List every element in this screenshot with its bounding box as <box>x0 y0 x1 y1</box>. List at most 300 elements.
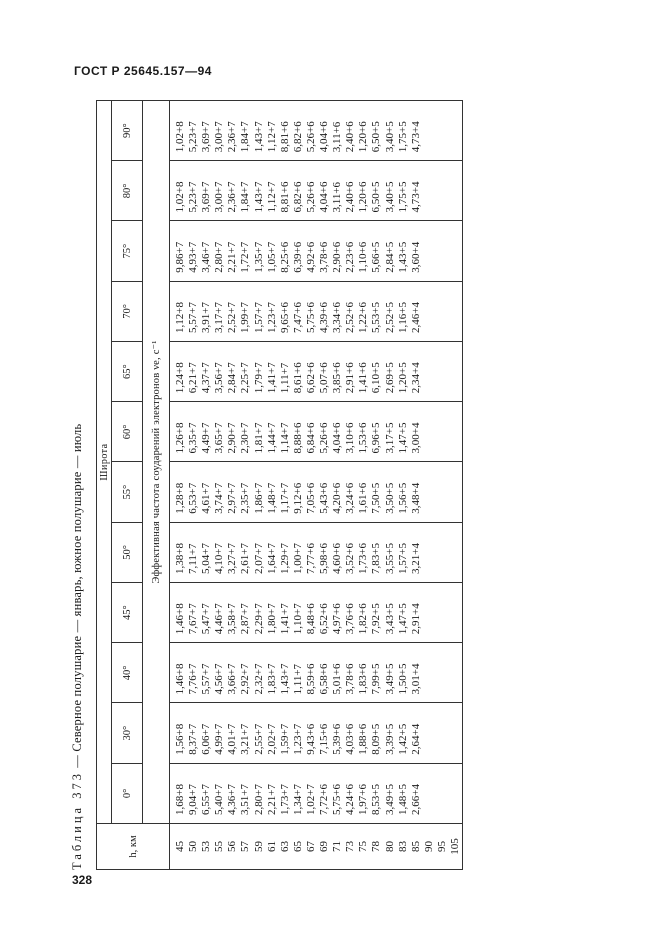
collision-frequency-value: 1,41+6 <box>357 362 370 394</box>
collision-frequency-value: 1,57+5 <box>396 543 409 574</box>
height-value: 50 <box>187 841 200 852</box>
collision-frequency-value: 9,12+6 <box>291 482 304 514</box>
collision-frequency-value: 3,60+4 <box>409 241 422 273</box>
height-value: 75 <box>357 841 370 852</box>
collision-frequency-value: 3,69+7 <box>200 121 213 153</box>
collision-frequency-value: 3,78+6 <box>344 663 357 695</box>
collision-frequency-value: 3,46+7 <box>200 241 213 273</box>
collision-frequency-value: 1,64+7 <box>265 543 278 574</box>
collision-frequency-value: 8,61+6 <box>291 362 304 394</box>
collision-frequency-value: 7,83+5 <box>370 543 383 574</box>
collision-frequency-value <box>436 270 449 273</box>
height-value: 78 <box>370 841 383 852</box>
collision-frequency-value: 2,02+7 <box>265 723 278 755</box>
collision-frequency-value <box>436 571 449 574</box>
collision-frequency-value: 5,66+5 <box>370 241 383 273</box>
latitude-header: 30° <box>112 703 143 763</box>
collision-frequency-value: 2,29+7 <box>252 603 265 635</box>
collision-frequency-value: 1,44+7 <box>265 422 278 454</box>
collision-frequency-value: 2,87+7 <box>239 603 252 635</box>
collision-frequency-value: 1,10+6 <box>357 241 370 273</box>
collision-frequency-value: 3,74+7 <box>213 482 226 514</box>
collision-frequency-value: 4,01+7 <box>226 723 239 755</box>
collision-frequency-value: 2,80+7 <box>252 784 265 815</box>
collision-frequency-value: 4,04+6 <box>318 121 331 153</box>
collision-frequency-value: 1,56+5 <box>396 482 409 514</box>
collision-frequency-value: 3,52+6 <box>344 543 357 574</box>
collision-frequency-value: 7,72+6 <box>318 784 331 815</box>
latitude-header: 55° <box>112 462 143 522</box>
collision-frequency-value: 6,82+6 <box>291 181 304 213</box>
collision-frequency-value: 3,56+7 <box>213 362 226 394</box>
collision-frequency-value: 2,91+4 <box>409 603 422 635</box>
collision-frequency-value: 5,01+6 <box>331 663 344 695</box>
collision-frequency-value: 5,07+6 <box>318 362 331 394</box>
height-value: 90 <box>422 841 435 852</box>
latitude-values-cell <box>170 221 463 281</box>
collision-frequency-value: 3,69+7 <box>200 181 213 213</box>
collision-frequency-value: 1,72+7 <box>239 241 252 273</box>
collision-frequency-value: 2,97+7 <box>226 482 239 514</box>
collision-frequency-value: 1,59+7 <box>278 723 291 755</box>
collision-frequency-value: 1,00+7 <box>291 543 304 574</box>
collision-frequency-value: 4,93+7 <box>187 241 200 273</box>
page-number: 328 <box>72 873 93 887</box>
collision-frequency-value: 4,73+4 <box>409 181 422 213</box>
collision-frequency-value: 1,56+8 <box>174 723 186 755</box>
collision-frequency-value: 1,43+7 <box>252 121 265 153</box>
collision-frequency-value: 6,21+7 <box>187 362 200 394</box>
collision-frequency-value: 1,88+6 <box>357 723 370 755</box>
collision-frequency-value: 3,00+7 <box>213 181 226 213</box>
table-caption-label: Таблица 373 <box>70 771 84 870</box>
collision-frequency-value: 2,84+7 <box>226 362 239 394</box>
collision-frequency-value: 1,20+5 <box>396 362 409 394</box>
collision-frequency-value: 2,21+7 <box>226 241 239 273</box>
collision-frequency-value: 2,52+7 <box>226 302 239 333</box>
collision-frequency-value: 9,86+7 <box>174 241 186 273</box>
collision-frequency-value: 4,39+6 <box>318 302 331 333</box>
collision-frequency-value: 1,05+7 <box>265 241 278 273</box>
collision-frequency-value: 1,73+7 <box>278 784 291 815</box>
height-value: 83 <box>396 841 409 852</box>
collision-frequency-value: 1,83+6 <box>357 663 370 695</box>
collision-frequency-value <box>436 451 449 454</box>
collision-frequency-value: 9,04+7 <box>187 784 200 815</box>
collision-frequency-value: 8,48+6 <box>304 603 317 635</box>
collision-frequency-value: 1,84+7 <box>239 121 252 153</box>
collision-frequency-value <box>436 210 449 213</box>
rotated-table-block <box>70 100 461 870</box>
height-value: 69 <box>318 841 331 852</box>
height-value: 57 <box>239 841 252 852</box>
height-value: 45 <box>174 841 186 852</box>
collision-frequency-value: 1,46+8 <box>174 603 186 635</box>
collision-frequency-value: 7,67+7 <box>187 603 200 635</box>
collision-frequency-value: 1,12+7 <box>265 181 278 213</box>
collision-frequency-value: 3,65+7 <box>213 422 226 454</box>
collision-frequency-value: 1,35+7 <box>252 241 265 273</box>
collision-frequency-value: 1,23+7 <box>265 302 278 333</box>
height-value: 67 <box>304 841 317 852</box>
collision-frequency-value: 6,35+7 <box>187 422 200 454</box>
collision-frequency-value: 1,17+7 <box>278 482 291 514</box>
collision-frequency-value: 3,17+7 <box>213 302 226 333</box>
table-caption-text: — Северное полушарие — январь, южное полушарие — июль <box>70 423 84 772</box>
height-values-cell <box>170 824 463 870</box>
collision-frequency-value: 5,53+5 <box>370 302 383 333</box>
latitude-header: 60° <box>112 402 143 462</box>
height-value: 65 <box>291 841 304 852</box>
collision-frequency-value: 2,52+6 <box>344 302 357 333</box>
collision-frequency-value: 4,92+6 <box>304 241 317 273</box>
collision-frequency-value: 1,02+8 <box>174 181 186 213</box>
collision-frequency-value: 6,39+6 <box>291 241 304 273</box>
collision-frequency-value <box>436 330 449 333</box>
collision-frequency-value: 3,11+6 <box>331 121 344 153</box>
collision-frequency-value: 3,85+6 <box>331 362 344 394</box>
collision-frequency-value: 2,46+4 <box>409 302 422 333</box>
collision-frequency-value: 7,50+5 <box>370 482 383 514</box>
height-value: 73 <box>344 841 357 852</box>
collision-frequency-value: 3,50+5 <box>383 482 396 514</box>
collision-frequency-value: 4,97+6 <box>331 603 344 635</box>
collision-frequency-value: 1,28+8 <box>174 482 186 514</box>
collision-frequency-value: 3,49+5 <box>383 784 396 815</box>
collision-frequency-value: 2,34+4 <box>409 362 422 394</box>
latitude-values-cell <box>170 462 463 522</box>
collision-frequency-value: 2,64+4 <box>409 723 422 755</box>
collision-frequency-value: 4,24+6 <box>344 784 357 815</box>
collision-frequency-value <box>449 511 462 514</box>
collision-frequency-value <box>423 330 436 333</box>
collision-frequency-value <box>423 752 436 755</box>
latitude-values-cell <box>170 703 463 763</box>
collision-frequency-value <box>423 270 436 273</box>
collision-frequency-value: 1,97+6 <box>357 784 370 815</box>
collision-frequency-value: 1,34+7 <box>291 784 304 815</box>
height-value: 95 <box>435 841 448 852</box>
collision-frequency-value: 2,35+7 <box>239 482 252 514</box>
collision-frequency-value: 2,40+6 <box>344 121 357 153</box>
latitude-values-cell <box>170 281 463 341</box>
collision-frequency-value: 4,04+6 <box>331 422 344 454</box>
collision-frequency-value: 3,48+4 <box>409 482 422 514</box>
collision-frequency-value: 3,00+4 <box>409 422 422 454</box>
collision-frequency-value <box>423 511 436 514</box>
collision-frequency-value: 1,22+6 <box>357 302 370 333</box>
collision-frequency-value: 5,23+7 <box>187 121 200 153</box>
collision-frequency-value: 7,11+7 <box>187 543 200 574</box>
latitude-values-cell <box>170 342 463 402</box>
collision-frequency-value: 3,40+5 <box>383 181 396 213</box>
collision-frequency-value: 1,11+7 <box>278 362 291 394</box>
collision-frequency-value: 1,73+6 <box>357 543 370 574</box>
collision-frequency-value: 4,60+6 <box>331 543 344 574</box>
collision-frequency-value: 2,55+7 <box>252 723 265 755</box>
collision-frequency-value: 1,46+8 <box>174 663 186 695</box>
latitude-header: 65° <box>112 342 143 402</box>
collision-frequency-value: 1,20+6 <box>357 121 370 153</box>
latitude-header: 80° <box>112 161 143 221</box>
latitude-group-header: Широта <box>97 101 112 824</box>
collision-frequency-value: 4,04+6 <box>318 181 331 213</box>
collision-frequency-value: 6,50+5 <box>370 121 383 153</box>
collision-frequency-value: 4,20+6 <box>331 482 344 514</box>
collision-frequency-value: 6,58+6 <box>318 663 331 695</box>
latitude-header: 70° <box>112 281 143 341</box>
collision-frequency-value: 5,23+7 <box>187 181 200 213</box>
document-header: ГОСТ Р 25645.157—94 <box>74 64 212 78</box>
collision-frequency-value: 6,55+7 <box>200 784 213 815</box>
collision-frequency-value: 6,52+6 <box>318 603 331 635</box>
collision-frequency-value: 2,36+7 <box>226 121 239 153</box>
collision-frequency-value: 6,84+6 <box>304 422 317 454</box>
collision-frequency-value <box>436 391 449 394</box>
collision-frequency-value: 1,24+8 <box>174 362 186 394</box>
collision-frequency-value: 9,65+6 <box>278 302 291 333</box>
collision-frequency-value: 1,80+7 <box>265 603 278 635</box>
collision-frequency-value: 3,27+7 <box>226 543 239 574</box>
height-column-header: h, км <box>97 824 170 870</box>
table-subtitle: Эффективная частота соударений электронов νe, c⁻¹ <box>143 101 170 824</box>
latitude-values-cell <box>170 583 463 643</box>
collision-frequency-value: 8,88+6 <box>291 422 304 454</box>
rotated-table-inner <box>70 100 461 870</box>
collision-frequency-value: 1,10+7 <box>291 603 304 635</box>
collision-frequency-value: 3,49+5 <box>383 663 396 695</box>
table-caption <box>70 100 92 870</box>
collision-frequency-value <box>436 812 449 815</box>
collision-frequency-value: 1,26+8 <box>174 422 186 454</box>
collision-frequency-value: 2,90+7 <box>226 422 239 454</box>
collision-frequency-value: 2,69+5 <box>383 362 396 394</box>
collision-frequency-value: 1,43+7 <box>252 181 265 213</box>
collision-frequency-value: 1,57+7 <box>252 302 265 333</box>
collision-frequency-value <box>449 692 462 695</box>
collision-frequency-value: 3,76+6 <box>344 603 357 635</box>
collision-frequency-value: 1,16+5 <box>396 302 409 333</box>
collision-frequency-value: 8,25+6 <box>278 241 291 273</box>
collision-frequency-value: 7,15+6 <box>318 723 331 755</box>
collision-frequency-value: 1,48+7 <box>265 482 278 514</box>
collision-frequency-value: 1,61+6 <box>357 482 370 514</box>
collision-frequency-value: 1,53+6 <box>357 422 370 454</box>
collision-frequency-value: 2,23+6 <box>344 241 357 273</box>
collision-frequency-value: 1,43+5 <box>396 241 409 273</box>
collision-frequency-value: 8,37+7 <box>187 723 200 755</box>
collision-frequency-value: 3,91+7 <box>200 302 213 333</box>
collision-frequency-value: 5,98+6 <box>318 543 331 574</box>
collision-frequency-value: 5,75+6 <box>331 784 344 815</box>
collision-frequency-value: 5,04+7 <box>200 543 213 574</box>
height-value: 61 <box>265 841 278 852</box>
collision-frequency-value: 7,99+5 <box>370 663 383 695</box>
collision-frequency-value: 2,61+7 <box>239 543 252 574</box>
collision-frequency-value: 6,62+6 <box>304 362 317 394</box>
latitude-values-cell <box>170 643 463 703</box>
collision-frequency-value: 2,32+7 <box>252 663 265 695</box>
collision-frequency-value: 2,91+6 <box>344 362 357 394</box>
latitude-values-cell <box>170 402 463 462</box>
collision-frequency-value <box>423 812 436 815</box>
collision-frequency-value: 3,24+6 <box>344 482 357 514</box>
collision-frequency-value: 4,61+7 <box>200 482 213 514</box>
data-table <box>96 100 463 870</box>
collision-frequency-value: 5,43+6 <box>318 482 331 514</box>
collision-frequency-value: 3,00+7 <box>213 121 226 153</box>
collision-frequency-value: 8,09+5 <box>370 723 383 755</box>
collision-frequency-value: 1,11+7 <box>291 663 304 695</box>
collision-frequency-value: 1,75+5 <box>396 181 409 213</box>
collision-frequency-value: 1,14+7 <box>278 422 291 454</box>
collision-frequency-value: 4,73+4 <box>409 121 422 153</box>
latitude-header: 0° <box>112 763 143 823</box>
collision-frequency-value: 3,78+6 <box>318 241 331 273</box>
collision-frequency-value: 4,99+7 <box>213 723 226 755</box>
collision-frequency-value: 7,05+6 <box>304 482 317 514</box>
collision-frequency-value: 1,47+5 <box>396 422 409 454</box>
collision-frequency-value <box>449 391 462 394</box>
collision-frequency-value <box>423 150 436 153</box>
collision-frequency-value: 1,86+7 <box>252 482 265 514</box>
height-value: 71 <box>331 841 344 852</box>
collision-frequency-value: 3,11+6 <box>331 181 344 213</box>
collision-frequency-value: 1,41+7 <box>265 362 278 394</box>
collision-frequency-value <box>436 150 449 153</box>
collision-frequency-value <box>423 632 436 635</box>
collision-frequency-value: 2,07+7 <box>252 543 265 574</box>
collision-frequency-value: 6,06+7 <box>200 723 213 755</box>
collision-frequency-value: 3,17+5 <box>383 422 396 454</box>
collision-frequency-value: 3,21+4 <box>409 543 422 574</box>
collision-frequency-value: 5,57+7 <box>200 663 213 695</box>
latitude-values-cell <box>170 763 463 823</box>
collision-frequency-value: 3,21+7 <box>239 723 252 755</box>
collision-frequency-value: 3,40+5 <box>383 121 396 153</box>
collision-frequency-value: 8,53+5 <box>370 784 383 815</box>
collision-frequency-value: 1,02+8 <box>174 121 186 153</box>
collision-frequency-value: 1,43+7 <box>278 663 291 695</box>
collision-frequency-value: 7,76+7 <box>187 663 200 695</box>
collision-frequency-value: 3,39+5 <box>383 723 396 755</box>
collision-frequency-value: 1,83+7 <box>265 663 278 695</box>
collision-frequency-value: 4,03+6 <box>344 723 357 755</box>
collision-frequency-value: 1,02+7 <box>304 784 317 815</box>
latitude-header: 90° <box>112 101 143 161</box>
collision-frequency-value: 6,10+5 <box>370 362 383 394</box>
collision-frequency-value: 6,82+6 <box>291 121 304 153</box>
collision-frequency-value: 4,49+7 <box>200 422 213 454</box>
collision-frequency-value: 2,84+5 <box>383 241 396 273</box>
collision-frequency-value <box>449 752 462 755</box>
collision-frequency-value: 7,92+5 <box>370 603 383 635</box>
collision-frequency-value: 6,96+5 <box>370 422 383 454</box>
collision-frequency-value: 2,40+6 <box>344 181 357 213</box>
collision-frequency-value: 5,75+6 <box>304 302 317 333</box>
collision-frequency-value: 1,42+5 <box>396 723 409 755</box>
collision-frequency-value <box>449 330 462 333</box>
collision-frequency-value <box>449 571 462 574</box>
collision-frequency-value: 3,43+5 <box>383 603 396 635</box>
latitude-values-cell <box>170 161 463 221</box>
collision-frequency-value: 2,30+7 <box>239 422 252 454</box>
collision-frequency-value: 1,99+7 <box>239 302 252 333</box>
collision-frequency-value: 1,50+5 <box>396 663 409 695</box>
collision-frequency-value: 2,21+7 <box>265 784 278 815</box>
collision-frequency-value: 1,82+6 <box>357 603 370 635</box>
collision-frequency-value: 5,47+7 <box>200 603 213 635</box>
collision-frequency-value <box>449 150 462 153</box>
collision-frequency-value: 1,23+7 <box>291 723 304 755</box>
collision-frequency-value <box>449 210 462 213</box>
collision-frequency-value <box>449 270 462 273</box>
latitude-values-cell <box>170 101 463 161</box>
collision-frequency-value: 1,48+5 <box>396 784 409 815</box>
collision-frequency-value: 2,90+6 <box>331 241 344 273</box>
collision-frequency-value: 5,57+7 <box>187 302 200 333</box>
height-value: 55 <box>213 841 226 852</box>
collision-frequency-value: 3,51+7 <box>239 784 252 815</box>
collision-frequency-value: 1,79+7 <box>252 362 265 394</box>
collision-frequency-value: 3,55+5 <box>383 543 396 574</box>
height-value: 105 <box>448 838 461 855</box>
collision-frequency-value: 2,80+7 <box>213 241 226 273</box>
height-value: 80 <box>383 841 396 852</box>
collision-frequency-value <box>436 632 449 635</box>
latitude-header: 40° <box>112 643 143 703</box>
collision-frequency-value: 5,40+7 <box>213 784 226 815</box>
collision-frequency-value: 1,47+5 <box>396 603 409 635</box>
collision-frequency-value: 1,81+7 <box>252 422 265 454</box>
collision-frequency-value <box>423 210 436 213</box>
collision-frequency-value: 1,75+5 <box>396 121 409 153</box>
collision-frequency-value <box>423 692 436 695</box>
collision-frequency-value: 3,10+6 <box>344 422 357 454</box>
collision-frequency-value <box>423 391 436 394</box>
collision-frequency-value: 2,52+5 <box>383 302 396 333</box>
collision-frequency-value: 6,50+5 <box>370 181 383 213</box>
height-value: 85 <box>409 841 422 852</box>
height-value: 63 <box>278 841 291 852</box>
collision-frequency-value: 1,12+7 <box>265 121 278 153</box>
collision-frequency-value: 2,36+7 <box>226 181 239 213</box>
collision-frequency-value: 9,43+6 <box>304 723 317 755</box>
collision-frequency-value: 5,26+6 <box>318 422 331 454</box>
collision-frequency-value <box>436 511 449 514</box>
collision-frequency-value: 4,56+7 <box>213 663 226 695</box>
collision-frequency-value <box>423 451 436 454</box>
latitude-header: 75° <box>112 221 143 281</box>
collision-frequency-value: 2,92+7 <box>239 663 252 695</box>
collision-frequency-value: 4,37+7 <box>200 362 213 394</box>
collision-frequency-value: 1,68+8 <box>174 784 186 815</box>
collision-frequency-value: 3,58+7 <box>226 603 239 635</box>
collision-frequency-value: 6,53+7 <box>187 482 200 514</box>
collision-frequency-value <box>449 451 462 454</box>
collision-frequency-value: 8,81+6 <box>278 181 291 213</box>
collision-frequency-value: 7,77+6 <box>304 543 317 574</box>
collision-frequency-value <box>436 692 449 695</box>
collision-frequency-value <box>449 812 462 815</box>
collision-frequency-value: 1,38+8 <box>174 543 186 574</box>
latitude-header: 50° <box>112 522 143 582</box>
collision-frequency-value: 8,81+6 <box>278 121 291 153</box>
collision-frequency-value: 1,84+7 <box>239 181 252 213</box>
height-value: 53 <box>200 841 213 852</box>
collision-frequency-value: 2,25+7 <box>239 362 252 394</box>
collision-frequency-value: 7,47+6 <box>291 302 304 333</box>
